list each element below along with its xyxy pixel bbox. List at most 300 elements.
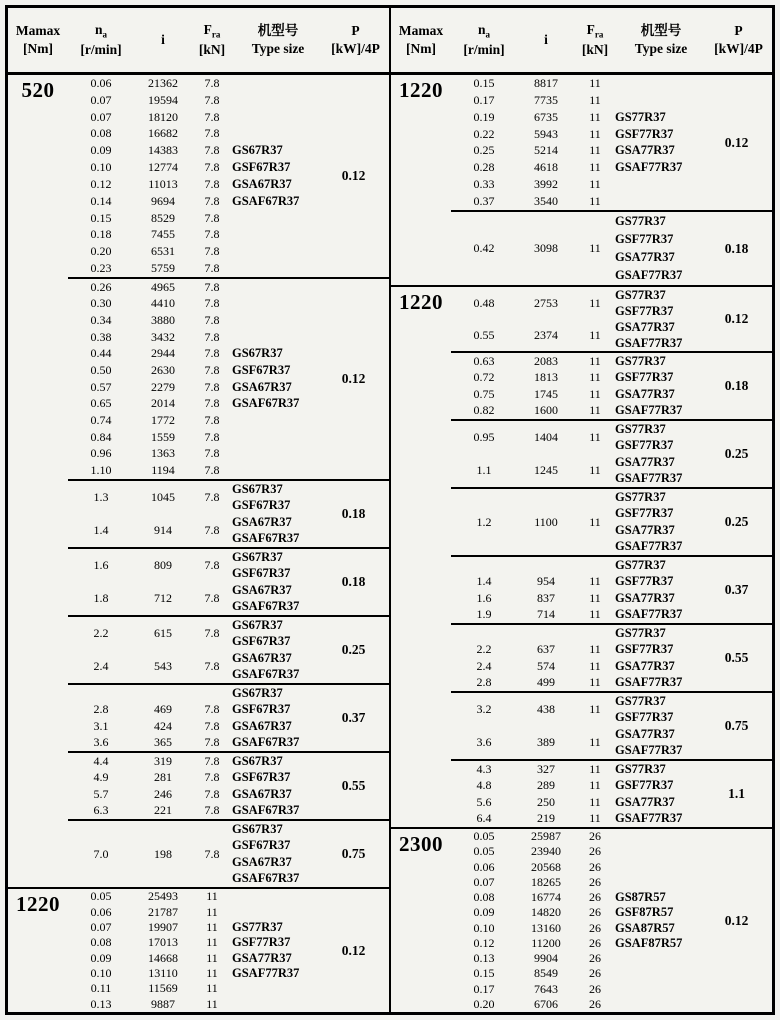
- fra-value: 11: [206, 935, 218, 950]
- na-value: 4.9: [93, 770, 109, 785]
- i-value: 1745: [534, 386, 558, 401]
- col-header-type: [232, 8, 324, 72]
- type-size-column: [615, 212, 707, 285]
- type-size: GSAF77R37: [615, 607, 683, 622]
- table-row: [451, 701, 615, 718]
- i-value: 1045: [151, 490, 175, 504]
- type-size: GSAF67R37: [232, 667, 300, 682]
- power-value: 0.18: [724, 378, 749, 393]
- na-value: 0.48: [473, 295, 495, 310]
- col-header-mamax-label: Mamax: [398, 22, 444, 38]
- i-value: 19907: [148, 919, 178, 934]
- rows-column: [451, 557, 615, 623]
- na-value: 0.05: [90, 889, 112, 904]
- type-size: GSF67R37: [232, 634, 291, 649]
- i-value: 6531: [151, 244, 175, 259]
- fra-value: 7.8: [204, 753, 220, 768]
- fra-value: 7.8: [204, 396, 220, 411]
- i-value: 2630: [151, 363, 175, 378]
- type-size: GSA67R37: [232, 786, 292, 801]
- na-value: 0.12: [90, 176, 112, 191]
- table-row: [68, 786, 232, 803]
- type-size: GSA77R37: [615, 658, 675, 673]
- fra-value: 7.8: [204, 379, 220, 394]
- i-value: 319: [154, 753, 172, 768]
- i-value: 2279: [151, 379, 175, 394]
- power-cell: [324, 549, 389, 615]
- na-value: 4.3: [476, 761, 492, 776]
- type-size-column: [232, 279, 324, 479]
- i-value: 3992: [534, 177, 558, 192]
- table-row: [451, 778, 615, 795]
- table-row: [68, 75, 232, 92]
- power-cell: [324, 889, 389, 1012]
- block-body: [68, 683, 389, 751]
- fra-value: 7.8: [204, 846, 220, 861]
- spec-block: [391, 351, 772, 419]
- type-size: GSA67R37: [232, 176, 292, 191]
- spec-block: [391, 75, 772, 210]
- i-value: 219: [537, 811, 555, 826]
- type-size: GSAF67R37: [232, 193, 300, 208]
- type-size: GSF77R37: [615, 710, 674, 725]
- type-size: GSF77R37: [615, 370, 674, 385]
- na-value: 1.1: [476, 463, 492, 477]
- i-value: 16774: [531, 890, 561, 905]
- power-cell: [707, 761, 772, 827]
- type-size-column: [615, 489, 707, 555]
- na-value: 0.09: [473, 905, 495, 920]
- table-row: [68, 446, 232, 463]
- fra-value: 11: [589, 778, 601, 793]
- rows-column: [68, 889, 232, 1012]
- fra-value: 26: [589, 890, 601, 905]
- i-value: 954: [537, 574, 555, 589]
- type-size-column: [615, 693, 707, 759]
- mamax-cell: [391, 487, 451, 555]
- i-value: 5943: [534, 126, 558, 141]
- mamax-value: 1220: [399, 290, 443, 314]
- fra-value: 11: [589, 463, 601, 477]
- mamax-cell: [8, 889, 68, 1012]
- fra-value: 7.8: [204, 786, 220, 801]
- na-value: 0.33: [473, 177, 495, 192]
- table-row: [68, 803, 232, 820]
- fra-value: 11: [589, 143, 601, 158]
- table-row: [451, 890, 615, 905]
- type-size: GSAF77R37: [615, 675, 683, 690]
- col-header-na: [68, 8, 134, 72]
- col-header-mamax: [391, 8, 451, 72]
- fra-value: 7.8: [204, 92, 220, 107]
- na-value: 0.07: [90, 919, 112, 934]
- table-row: [451, 811, 615, 828]
- power-value: 0.18: [341, 506, 366, 521]
- i-value: 1772: [151, 413, 175, 428]
- power-value: 0.12: [341, 942, 366, 958]
- table-row: [68, 625, 232, 642]
- type-size-column: [232, 549, 324, 615]
- fra-value: 7.8: [204, 429, 220, 444]
- i-value: 1363: [151, 446, 175, 461]
- col-header-p: [707, 8, 770, 72]
- mamax-value: 1220: [399, 78, 443, 102]
- fra-value: 7.8: [204, 718, 220, 733]
- type-size: GSF77R37: [615, 642, 674, 657]
- power-cell: [324, 75, 389, 277]
- type-size-column: [615, 75, 707, 210]
- fra-value: 11: [206, 889, 218, 904]
- type-size-column: [615, 829, 707, 1012]
- i-value: 8817: [534, 75, 558, 90]
- na-value: 0.10: [90, 966, 112, 981]
- fra-value: 7.8: [204, 227, 220, 242]
- type-size: GSF67R37: [232, 160, 291, 175]
- table-row: [68, 346, 232, 363]
- type-size-column: [232, 753, 324, 819]
- table-body-left: [8, 75, 389, 1012]
- power-value: 0.55: [341, 778, 366, 793]
- i-value: 25987: [531, 829, 561, 844]
- power-cell: [324, 481, 389, 547]
- type-size: GSF67R37: [232, 363, 291, 378]
- col-header-na: [451, 8, 517, 72]
- na-value: 4.8: [476, 778, 492, 793]
- na-value: 0.74: [90, 413, 112, 428]
- na-value: 0.05: [473, 829, 495, 844]
- fra-value: 11: [589, 126, 601, 141]
- col-header-mamax-unit: [Nm]: [406, 41, 436, 56]
- na-value: 1.3: [93, 490, 109, 504]
- mamax-cell: [8, 547, 68, 615]
- type-size: GS87R57: [615, 890, 666, 905]
- rows-column: [68, 481, 232, 547]
- col-header-p-label: P: [351, 22, 360, 38]
- i-value: 11569: [148, 981, 178, 996]
- fra-value: 7.8: [204, 490, 220, 504]
- table-row: [68, 279, 232, 296]
- table-row: [451, 921, 615, 936]
- fra-value: 7.8: [204, 770, 220, 785]
- fra-value: 11: [589, 702, 601, 716]
- fra-value: 26: [589, 966, 601, 981]
- fra-value: 7.8: [204, 363, 220, 378]
- fra-value: 7.8: [204, 261, 220, 276]
- type-size: GS77R37: [615, 557, 666, 572]
- mamax-cell: [391, 210, 451, 285]
- fra-value: 26: [589, 844, 601, 859]
- block-body: [68, 277, 389, 479]
- type-size: GSF87R57: [615, 905, 674, 920]
- table-row: [451, 353, 615, 370]
- mamax-cell: [391, 287, 451, 351]
- fra-value: 11: [589, 794, 601, 809]
- power-value: 0.25: [341, 642, 366, 657]
- power-value: 0.37: [341, 710, 366, 725]
- fra-value: 11: [206, 904, 218, 919]
- table-row: [68, 920, 232, 935]
- block-body: [68, 819, 389, 887]
- table-row: [451, 386, 615, 403]
- table-row: [68, 312, 232, 329]
- table-row: [68, 142, 232, 159]
- col-header-na-unit: [r/min]: [463, 41, 505, 57]
- na-value: 0.07: [90, 109, 112, 124]
- fra-value: 26: [589, 935, 601, 950]
- table-row: [451, 642, 615, 659]
- fra-value: 11: [589, 241, 601, 255]
- i-value: 8529: [151, 210, 175, 225]
- fra-value: 7.8: [204, 296, 220, 311]
- i-value: 198: [154, 846, 172, 861]
- fra-value: 7.8: [204, 558, 220, 572]
- spec-block: [391, 555, 772, 623]
- page-frame: [5, 5, 775, 1015]
- power-cell: [707, 353, 772, 419]
- i-value: 17013: [148, 935, 178, 950]
- spec-block: [391, 210, 772, 285]
- na-value: 0.28: [473, 160, 495, 175]
- mamax-cell: [8, 277, 68, 479]
- fra-value: 7.8: [204, 702, 220, 717]
- mamax-cell: [391, 351, 451, 419]
- table-row: [451, 159, 615, 176]
- rows-column: [68, 821, 232, 887]
- i-value: 11200: [531, 935, 561, 950]
- block-body: [451, 351, 772, 419]
- na-value: 4.4: [93, 753, 109, 768]
- col-header-p: [324, 8, 387, 72]
- power-value: 0.18: [341, 574, 366, 589]
- power-cell: [707, 557, 772, 623]
- table-row: [68, 904, 232, 919]
- na-value: 2.4: [476, 658, 492, 673]
- col-header-fra-unit: [kN]: [198, 41, 226, 57]
- type-size: GS67R37: [232, 143, 283, 158]
- na-value: 0.25: [473, 143, 495, 158]
- type-size: GSA67R37: [232, 582, 292, 597]
- na-value: 2.2: [93, 626, 109, 640]
- type-size: GSAF77R37: [615, 539, 683, 554]
- type-size: GS77R37: [615, 761, 666, 776]
- power-value: 0.75: [341, 846, 366, 861]
- i-value: 20568: [531, 859, 561, 874]
- type-size: GSA77R37: [615, 454, 675, 469]
- rows-column: [68, 617, 232, 683]
- na-value: 0.19: [473, 109, 495, 124]
- col-header-type-cn: 机型号: [257, 22, 299, 38]
- table-row: [68, 590, 232, 607]
- col-header-fra: [192, 8, 232, 72]
- table-row: [68, 846, 232, 863]
- i-value: 21362: [148, 75, 178, 90]
- na-value: 3.6: [93, 735, 109, 750]
- i-value: 615: [154, 626, 172, 640]
- i-value: 14820: [531, 905, 561, 920]
- fra-value: 11: [589, 735, 601, 749]
- table-row: [68, 951, 232, 966]
- na-value: 0.96: [90, 446, 112, 461]
- na-value: 1.6: [476, 590, 492, 605]
- i-value: 469: [154, 702, 172, 717]
- fra-value: 7.8: [204, 126, 220, 141]
- table-row: [68, 735, 232, 752]
- i-value: 3540: [534, 194, 558, 209]
- i-value: 5214: [534, 143, 558, 158]
- table-body-right: [391, 75, 772, 1012]
- na-value: 2.4: [93, 659, 109, 673]
- fra-value: 11: [589, 430, 601, 444]
- i-value: 2753: [534, 295, 558, 310]
- i-value: 7735: [534, 92, 558, 107]
- na-value: 2.2: [476, 642, 492, 657]
- rows-column: [451, 761, 615, 827]
- i-value: 1100: [534, 514, 558, 529]
- spec-block: [8, 615, 389, 683]
- type-size: GS67R37: [232, 685, 283, 700]
- na-value: 3.1: [93, 718, 109, 733]
- table-row: [451, 574, 615, 591]
- i-value: 4965: [151, 279, 175, 294]
- fra-value: 7.8: [204, 75, 220, 90]
- block-body: [451, 287, 772, 351]
- power-cell: [707, 421, 772, 487]
- mamax-cell: [8, 75, 68, 277]
- type-size-column: [615, 761, 707, 827]
- fra-value: 7.8: [204, 193, 220, 208]
- power-cell: [707, 287, 772, 351]
- na-value: 0.34: [90, 313, 112, 328]
- fra-value: 11: [206, 996, 218, 1011]
- table-row: [68, 109, 232, 126]
- table-row: [451, 658, 615, 675]
- type-size: GS67R37: [232, 346, 283, 361]
- i-value: 18120: [148, 109, 178, 124]
- col-header-na-label: $n_a$: [94, 21, 107, 40]
- type-size: GSA67R37: [232, 718, 292, 733]
- na-value: 0.08: [90, 935, 112, 950]
- i-value: 281: [154, 770, 172, 785]
- spec-block: [391, 285, 772, 351]
- fra-value: 11: [589, 177, 601, 192]
- fra-value: 11: [589, 92, 601, 107]
- i-value: 637: [537, 642, 555, 657]
- type-size: GS67R37: [232, 617, 283, 632]
- table-row: [68, 753, 232, 770]
- na-value: 0.06: [473, 859, 495, 874]
- i-value: 543: [154, 659, 172, 673]
- table-row: [68, 396, 232, 413]
- table-row: [451, 590, 615, 607]
- table-row: [68, 210, 232, 227]
- block-body: [451, 759, 772, 827]
- type-size: GSA87R57: [615, 920, 675, 935]
- na-value: 0.55: [473, 327, 495, 342]
- na-value: 1.9: [476, 607, 492, 622]
- type-size: GSF77R37: [615, 303, 674, 318]
- i-value: 1559: [151, 429, 175, 444]
- na-value: 0.42: [473, 241, 495, 255]
- type-size: GS77R37: [615, 287, 666, 302]
- i-value: 7455: [151, 227, 175, 242]
- spec-block: [8, 479, 389, 547]
- col-header-i: [517, 8, 575, 72]
- col-header-na-unit: [r/min]: [80, 41, 122, 57]
- i-value: 21787: [148, 904, 178, 919]
- fra-value: 7.8: [204, 446, 220, 461]
- fra-value: 11: [589, 194, 601, 209]
- na-value: 0.10: [473, 920, 495, 935]
- fra-value: 26: [589, 920, 601, 935]
- power-cell: [707, 75, 772, 210]
- type-size: GSA77R37: [615, 522, 675, 537]
- fra-value: 7.8: [204, 735, 220, 750]
- table-row: [451, 462, 615, 479]
- na-value: 0.12: [473, 935, 495, 950]
- na-value: 0.15: [473, 966, 495, 981]
- table-row: [68, 243, 232, 260]
- i-value: 837: [537, 590, 555, 605]
- table-row: [451, 514, 615, 531]
- na-value: 5.7: [93, 786, 109, 801]
- mamax-cell: [8, 479, 68, 547]
- rows-column: [451, 75, 615, 210]
- power-value: 0.75: [724, 718, 749, 733]
- col-header-type: [615, 8, 707, 72]
- na-value: 0.72: [473, 370, 495, 385]
- fra-value: 11: [589, 386, 601, 401]
- type-size-column: [615, 625, 707, 691]
- type-size: GSF67R37: [232, 566, 291, 581]
- type-size: GSA67R37: [232, 854, 292, 869]
- na-value: 0.82: [473, 403, 495, 418]
- type-size: GSA67R37: [232, 514, 292, 529]
- col-header-i-label: i: [161, 31, 165, 47]
- type-size: GS77R37: [615, 213, 666, 228]
- na-value: 0.20: [473, 996, 495, 1011]
- fra-value: 26: [589, 859, 601, 874]
- fra-value: 26: [589, 996, 601, 1011]
- rows-column: [451, 287, 615, 351]
- type-size: GSA67R37: [232, 650, 292, 665]
- table-row: [451, 982, 615, 997]
- i-value: 3098: [534, 241, 558, 255]
- na-value: 0.15: [473, 75, 495, 90]
- mamax-cell: [391, 829, 451, 1012]
- fra-value: 7.8: [204, 413, 220, 428]
- spec-block: [8, 887, 389, 1012]
- i-value: 3880: [151, 313, 175, 328]
- type-size: GSF67R37: [232, 770, 291, 785]
- table-row: [451, 429, 615, 446]
- i-value: 246: [154, 786, 172, 801]
- power-value: 0.25: [724, 446, 749, 461]
- na-value: 0.05: [473, 844, 495, 859]
- fra-value: 7.8: [204, 210, 220, 225]
- table-row: [451, 295, 615, 312]
- fra-value: 11: [589, 160, 601, 175]
- fra-value: 7.8: [204, 329, 220, 344]
- fra-value: 11: [589, 607, 601, 622]
- i-value: 914: [154, 523, 172, 537]
- type-size: GSF67R37: [232, 838, 291, 853]
- i-value: 2014: [151, 396, 175, 411]
- na-value: 0.65: [90, 396, 112, 411]
- table-row: [451, 75, 615, 92]
- i-value: 14668: [148, 950, 178, 965]
- na-value: 1.4: [476, 574, 492, 589]
- rows-column: [451, 421, 615, 487]
